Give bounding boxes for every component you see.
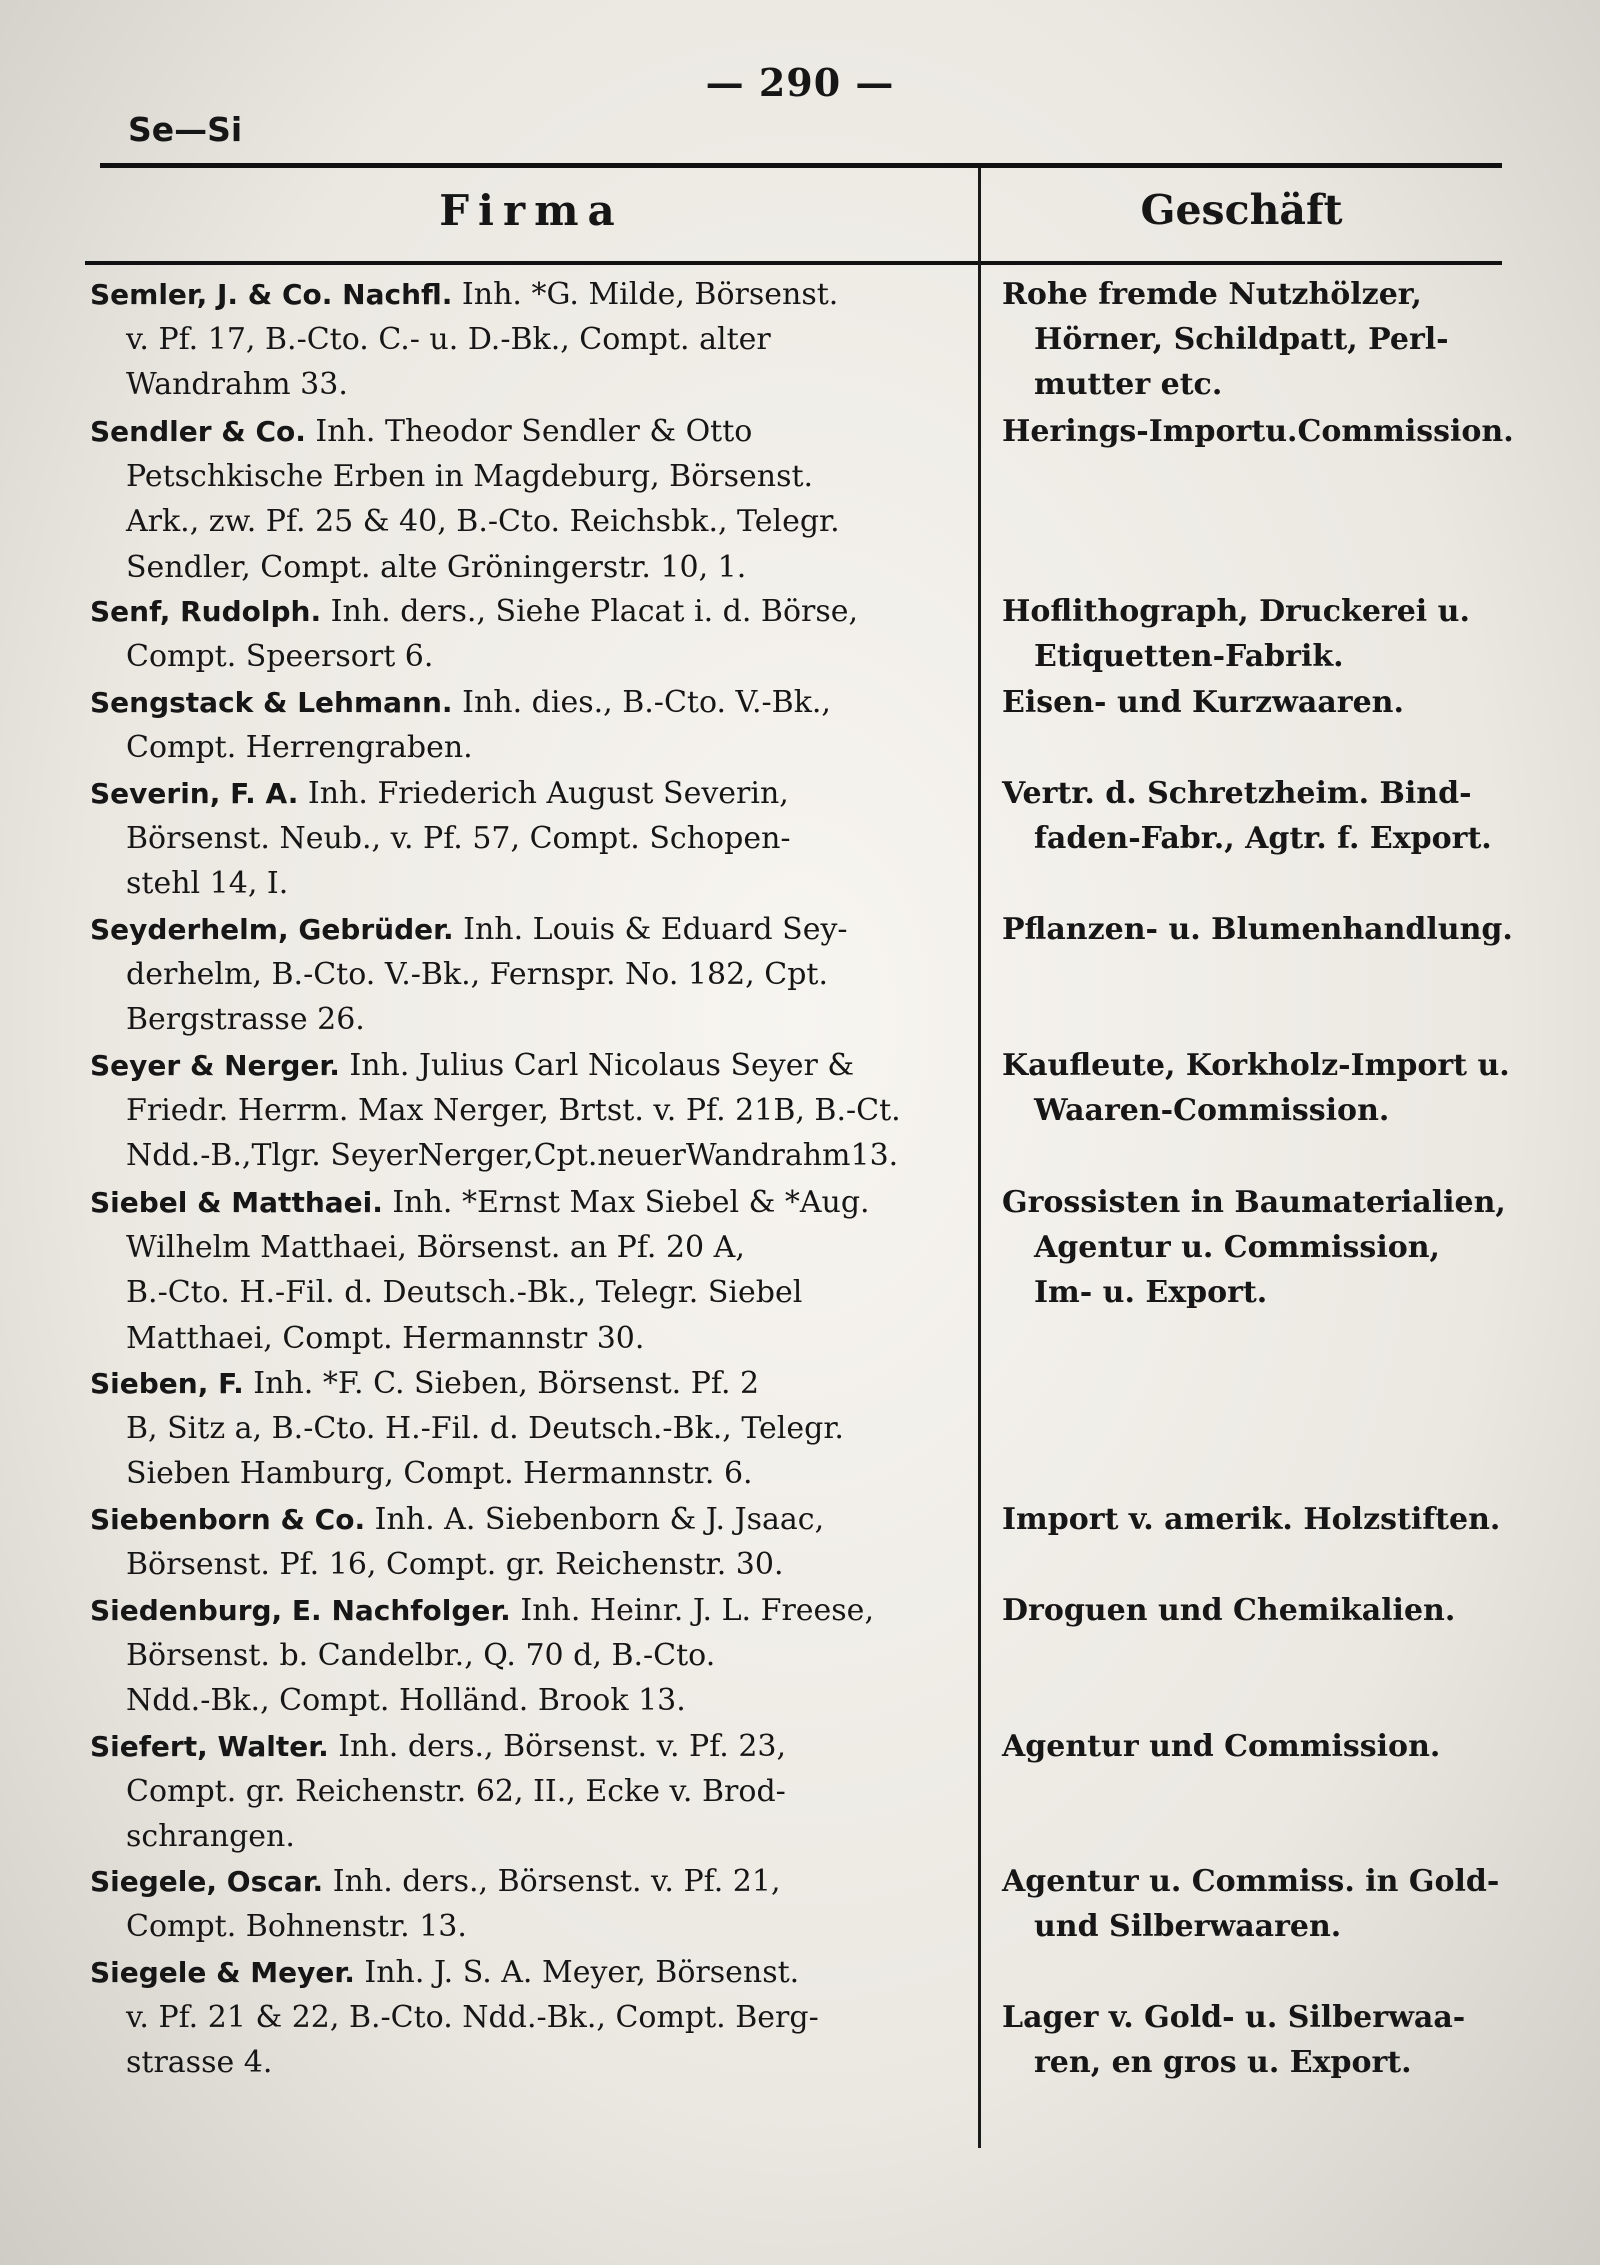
firma-detail: Compt. Bohnenstr. 13.	[126, 1909, 467, 1945]
firma-line	[90, 816, 938, 861]
firm-name: Siegele & Meyer.	[90, 1956, 355, 1989]
firma-line	[90, 1995, 938, 2040]
firma-line	[90, 1270, 938, 1315]
firm-name: Semler, J. & Co. Nachfl.	[90, 278, 453, 311]
geschaeft-text	[1002, 1724, 1542, 1769]
firma-detail: schrangen.	[126, 1819, 295, 1855]
firma-detail: B, Sitz a, B.-Cto. H.-Fil. d. Deutsch.-Bk., Telegr.	[126, 1411, 844, 1447]
geschaeft-line: Eisen- und Kurzwaaren.	[1002, 685, 1404, 720]
geschaeft-text	[1002, 680, 1542, 725]
firma-line	[90, 1678, 938, 1723]
firma-line	[90, 1043, 938, 1088]
firma-line	[90, 1133, 938, 1178]
firma-line	[90, 545, 938, 590]
firma-detail: Börsenst. b. Candelbr., Q. 70 d, B.-Cto.	[126, 1638, 716, 1674]
firma-text	[90, 272, 938, 408]
geschaeft-line: Import v. amerik. Holzstiften.	[1002, 1502, 1501, 1537]
firma-detail: Wilhelm Matthaei, Börsenst. an Pf. 20 A,	[126, 1230, 745, 1266]
firma-text	[90, 589, 938, 679]
firma-line	[90, 1406, 938, 1451]
firma-detail: Börsenst. Pf. 16, Compt. gr. Reichenstr. 30.	[126, 1547, 784, 1583]
geschaeft-line: Agentur u. Commiss. in Gold-	[1002, 1864, 1500, 1899]
firma-line	[90, 317, 938, 362]
firma-line	[90, 499, 938, 544]
firma-detail: Inh. Heinr. J. L. Freese,	[510, 1593, 874, 1628]
firma-detail: Compt. gr. Reichenstr. 62, II., Ecke v. Brod-	[126, 1774, 786, 1810]
firma-line	[90, 1724, 938, 1769]
firm-name: Seyer & Nerger.	[90, 1049, 340, 1082]
geschaeft-text	[1002, 1043, 1542, 1133]
geschaeft-line: Agentur und Commission.	[1002, 1729, 1441, 1764]
top-rule	[100, 163, 1502, 168]
alphabet-range: Se—Si	[128, 110, 243, 149]
column-divider	[978, 168, 981, 2148]
firma-line	[90, 1088, 938, 1133]
geschaeft-line: Pflanzen- u. Blumenhandlung.	[1002, 912, 1513, 947]
firm-name: Sengstack & Lehmann.	[90, 686, 453, 719]
firma-detail: Sendler, Compt. alte Gröningerstr. 10, 1.	[126, 549, 747, 585]
firma-detail: Inh. *F. C. Sieben, Börsenst. Pf. 2	[243, 1366, 760, 1401]
firma-line	[90, 680, 938, 725]
firma-line	[90, 861, 938, 906]
firma-line	[90, 952, 938, 997]
firma-line	[90, 1769, 938, 1814]
firma-detail: Inh. *Ernst Max Siebel & *Aug.	[382, 1185, 870, 1220]
geschaeft-line: mutter etc.	[1034, 367, 1223, 403]
geschaeft-text	[1002, 1859, 1542, 1949]
firma-text	[90, 680, 938, 770]
geschaeft-text	[1002, 589, 1542, 679]
firma-text	[90, 1724, 938, 1860]
firma-text	[90, 409, 938, 590]
firm-name: Sendler & Co.	[90, 415, 306, 448]
firma-line	[90, 1451, 938, 1496]
column-header-firma: Firma	[439, 186, 624, 235]
geschaeft-text	[1002, 1588, 1542, 1633]
firma-line	[90, 1180, 938, 1225]
firma-text	[90, 1497, 938, 1587]
firma-line	[90, 272, 938, 317]
geschaeft-text	[1002, 1497, 1542, 1542]
firma-text	[90, 1180, 938, 1361]
geschaeft-line: ren, en gros u. Export.	[1034, 2045, 1412, 2081]
firm-name: Seyderhelm, Gebrüder.	[90, 913, 454, 946]
firma-line	[90, 2040, 938, 2085]
geschaeft-text	[1002, 409, 1542, 454]
firma-text	[90, 907, 938, 1043]
firma-line	[90, 1904, 938, 1949]
firma-line	[90, 997, 938, 1042]
header-rule	[85, 261, 1502, 265]
geschaeft-line: Rohe fremde Nutzhölzer,	[1002, 277, 1422, 312]
firma-line	[90, 454, 938, 499]
firma-detail: Wandrahm 33.	[126, 367, 348, 403]
geschaeft-line	[1002, 1950, 1542, 1995]
geschaeft-line: Herings-Importu.Commission.	[1002, 414, 1514, 449]
firma-detail: Inh. Friederich August Severin,	[298, 776, 789, 811]
firm-name: Siebel & Matthaei.	[90, 1186, 383, 1219]
firma-detail: Inh. *G. Milde, Börsenst.	[452, 277, 839, 312]
firm-name: Senf, Rudolph.	[90, 595, 322, 628]
page-number: — 290 —	[705, 60, 895, 105]
firma-detail: Sieben Hamburg, Compt. Hermannstr. 6.	[126, 1456, 753, 1492]
geschaeft-line: Kaufleute, Korkholz-Import u.	[1002, 1048, 1510, 1083]
column-header-geschaeft: Geschäft	[1140, 186, 1343, 234]
firma-line	[90, 1316, 938, 1361]
firma-detail: Ark., zw. Pf. 25 & 40, B.-Cto. Reichsbk., Telegr.	[126, 504, 840, 540]
geschaeft-line: Hoflithograph, Druckerei u.	[1002, 594, 1470, 629]
firma-line	[90, 1814, 938, 1859]
geschaeft-text	[1002, 1180, 1542, 1316]
firma-line	[90, 1542, 938, 1587]
firma-line	[90, 362, 938, 407]
geschaeft-line: Grossisten in Baumaterialien,	[1002, 1185, 1506, 1220]
firma-line	[90, 1497, 938, 1542]
firm-name: Severin, F. A.	[90, 777, 299, 810]
firma-detail: v. Pf. 21 & 22, B.-Cto. Ndd.-Bk., Compt. Berg-	[126, 2000, 819, 2036]
firma-line	[90, 409, 938, 454]
firma-detail: Inh. ders., Siehe Placat i. d. Börse,	[321, 594, 859, 629]
geschaeft-line: Waaren-Commission.	[1034, 1093, 1390, 1129]
firma-text	[90, 1361, 938, 1497]
geschaeft-line: faden-Fabr., Agtr. f. Export.	[1034, 821, 1492, 857]
firma-detail: Inh. Louis & Eduard Sey-	[453, 912, 848, 947]
firma-text	[90, 1043, 938, 1179]
firma-detail: Bergstrasse 26.	[126, 1002, 365, 1038]
firma-detail: Inh. Julius Carl Nicolaus Seyer &	[339, 1048, 855, 1083]
geschaeft-line: Hörner, Schildpatt, Perl-	[1034, 322, 1449, 358]
firma-line	[90, 1950, 938, 1995]
firm-name: Siebenborn & Co.	[90, 1503, 366, 1536]
geschaeft-line: Droguen und Chemikalien.	[1002, 1593, 1456, 1628]
firma-text	[90, 1950, 938, 2086]
firma-detail: Inh. ders., Börsenst. v. Pf. 23,	[328, 1729, 787, 1764]
firma-detail: Inh. Theodor Sendler & Otto	[305, 414, 753, 449]
firma-detail: Börsenst. Neub., v. Pf. 57, Compt. Schopen-	[126, 821, 791, 857]
geschaeft-text	[1002, 771, 1542, 861]
firm-name: Siegele, Oscar.	[90, 1865, 324, 1898]
firma-detail: Inh. dies., B.-Cto. V.-Bk.,	[452, 685, 831, 720]
firma-detail: B.-Cto. H.-Fil. d. Deutsch.-Bk., Telegr. Siebel	[126, 1275, 803, 1311]
firma-text	[90, 1859, 938, 1949]
geschaeft-line: Im- u. Export.	[1034, 1275, 1268, 1311]
firma-detail: Compt. Speersort 6.	[126, 639, 434, 675]
firm-name: Sieben, F.	[90, 1367, 244, 1400]
firma-detail: strasse 4.	[126, 2045, 273, 2081]
firma-line	[90, 1588, 938, 1633]
firma-line	[90, 634, 938, 679]
firma-detail: Inh. J. S. A. Meyer, Börsenst.	[354, 1955, 800, 1990]
firma-line	[90, 1361, 938, 1406]
firma-detail: Inh. A. Siebenborn & J. Jsaac,	[365, 1502, 825, 1537]
geschaeft-text	[1002, 1950, 1542, 2086]
geschaeft-line: Vertr. d. Schretzheim. Bind-	[1002, 776, 1472, 811]
firma-detail: v. Pf. 17, B.-Cto. C.- u. D.-Bk., Compt. alter	[126, 322, 771, 358]
firma-detail: derhelm, B.-Cto. V.-Bk., Fernspr. No. 182, Cpt.	[126, 957, 828, 993]
firma-detail: Friedr. Herrm. Max Nerger, Brtst. v. Pf. 21B, B.-Ct.	[126, 1093, 901, 1129]
firma-detail: Petschkische Erben in Magdeburg, Börsenst.	[126, 459, 814, 495]
firma-detail: Compt. Herrengraben.	[126, 730, 473, 766]
geschaeft-line: Lager v. Gold- u. Silberwaa-	[1002, 2000, 1466, 2036]
geschaeft-line: Agentur u. Commission,	[1034, 1230, 1440, 1266]
geschaeft-text	[1002, 272, 1542, 408]
firma-line	[90, 1859, 938, 1904]
firma-detail: Ndd.-Bk., Compt. Holländ. Brook 13.	[126, 1683, 686, 1719]
firma-detail: Matthaei, Compt. Hermannstr 30.	[126, 1320, 645, 1356]
firma-detail: Ndd.-B.,Tlgr. SeyerNerger,Cpt.neuerWandrahm13.	[126, 1138, 899, 1174]
firma-line	[90, 589, 938, 634]
firma-line	[90, 725, 938, 770]
firma-detail: Inh. ders., Börsenst. v. Pf. 21,	[323, 1864, 781, 1899]
geschaeft-line: und Silberwaaren.	[1034, 1909, 1342, 1945]
firma-line	[90, 1225, 938, 1270]
firm-name: Siefert, Walter.	[90, 1730, 329, 1763]
firma-line	[90, 771, 938, 816]
firm-name: Siedenburg, E. Nachfolger.	[90, 1594, 511, 1627]
firma-text	[90, 1588, 938, 1724]
firma-line	[90, 907, 938, 952]
firma-text	[90, 771, 938, 907]
firma-detail: stehl 14, I.	[126, 866, 289, 902]
geschaeft-line: Etiquetten-Fabrik.	[1034, 639, 1344, 675]
firma-line	[90, 1633, 938, 1678]
geschaeft-text	[1002, 907, 1542, 952]
